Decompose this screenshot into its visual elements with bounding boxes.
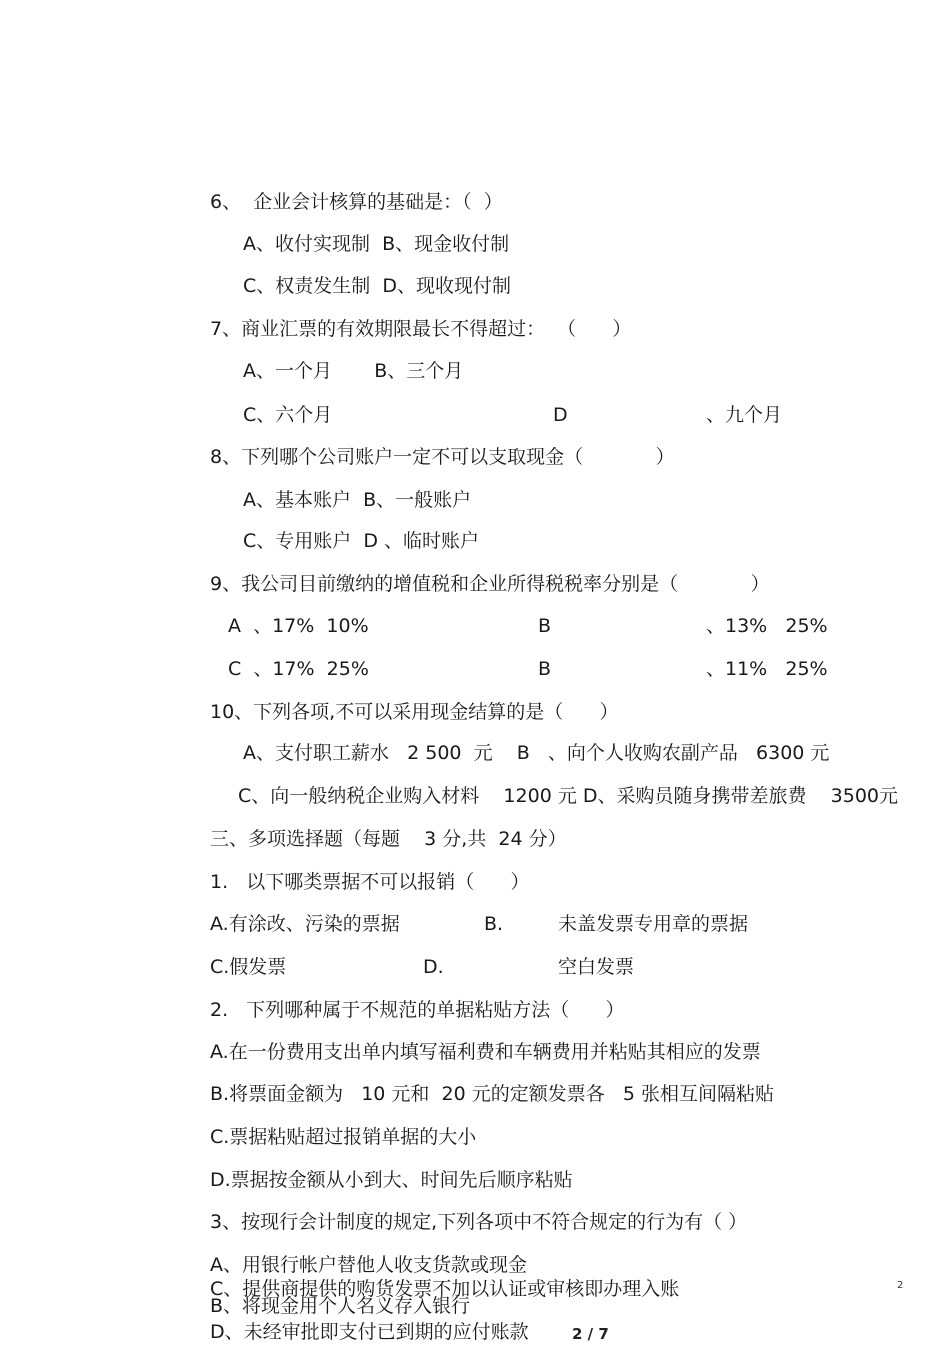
m3-option-b: B、将现金用个人名义存入银行 <box>210 1295 471 1317</box>
q10-options-cd: C、向一般纳税企业购入材料 1200 元 D、采购员随身携带差旅费 3500元 <box>238 785 899 807</box>
page-indicator: 2 / 7 <box>572 1325 609 1343</box>
m3-option-a: A、用银行帐户替他人收支货款或现金 <box>210 1254 527 1276</box>
q6-stem: 6、 企业会计核算的基础是：（ ） <box>210 191 503 213</box>
m3-stem: 3、按现行会计制度的规定,下列各项中不符合规定的行为有（ ） <box>210 1211 748 1233</box>
q7-option-c: C、六个月 <box>243 404 333 426</box>
m1-option-d-text: 空白发票 <box>558 956 635 978</box>
q9-option-c: C 、17% 25% <box>228 658 369 680</box>
m3-option-c: C、提供商提供的购货发票不加以认证或审核即办理入账 <box>210 1278 680 1300</box>
m3-option-d: D、未经审批即支付已到期的应付账款 <box>210 1321 529 1343</box>
m2-option-b: B.将票面金额为 10 元和 20 元的定额发票各 5 张相互间隔粘贴 <box>210 1083 774 1105</box>
q6-options-ab: A、收付实现制 B、现金收付制 <box>243 233 510 255</box>
q9-option-b1-text: 、13% 25% <box>706 615 828 637</box>
q10-stem: 10、下列各项,不可以采用现金结算的是（ ） <box>210 701 619 723</box>
m2-option-c: C.票据粘贴超过报销单据的大小 <box>210 1126 477 1148</box>
m1-stem: 1. 以下哪类票据不可以报销（ ） <box>210 871 530 893</box>
q8-stem: 8、下列哪个公司账户一定不可以支取现金（ ） <box>210 446 675 468</box>
q10-options-ab: A、支付职工薪水 2 500 元 B 、向个人收购农副产品 6300 元 <box>243 742 830 764</box>
page-marker: 2 <box>897 1280 904 1291</box>
q7-option-d-text: 、九个月 <box>706 404 783 426</box>
m2-option-a: A.在一份费用支出单内填写福利费和车辆费用并粘贴其相应的发票 <box>210 1041 761 1063</box>
m1-option-a: A.有涂改、污染的票据 <box>210 913 400 935</box>
q7-option-d-letter: D <box>553 404 568 426</box>
q9-option-b1-letter: B <box>538 615 552 637</box>
m1-option-d-letter: D. <box>423 956 444 978</box>
q6-options-cd: C、权责发生制 D、现收现付制 <box>243 275 511 297</box>
q8-options-ab: A、基本账户 B、一般账户 <box>243 489 472 511</box>
q9-option-b2-letter: B <box>538 658 552 680</box>
section-3-title: 三、多项选择题（每题 3 分,共 24 分） <box>210 828 567 850</box>
q7-stem: 7、商业汇票的有效期限最长不得超过： （ ） <box>210 318 632 340</box>
q9-option-a: A 、17% 10% <box>228 615 369 637</box>
m2-option-d: D.票据按金额从小到大、时间先后顺序粘贴 <box>210 1169 573 1191</box>
m1-option-c: C.假发票 <box>210 956 287 978</box>
m1-option-b-letter: B. <box>484 913 504 935</box>
q7-options-ab: A、一个月 B、三个月 <box>243 360 464 382</box>
q8-options-cd: C、专用账户 D 、临时账户 <box>243 530 480 552</box>
q9-option-b2-text: 、11% 25% <box>706 658 828 680</box>
q9-stem: 9、我公司目前缴纳的增值税和企业所得税税率分别是（ ） <box>210 573 770 595</box>
m1-option-b-text: 未盖发票专用章的票据 <box>558 913 749 935</box>
m2-stem: 2. 下列哪种属于不规范的单据粘贴方法（ ） <box>210 999 625 1021</box>
